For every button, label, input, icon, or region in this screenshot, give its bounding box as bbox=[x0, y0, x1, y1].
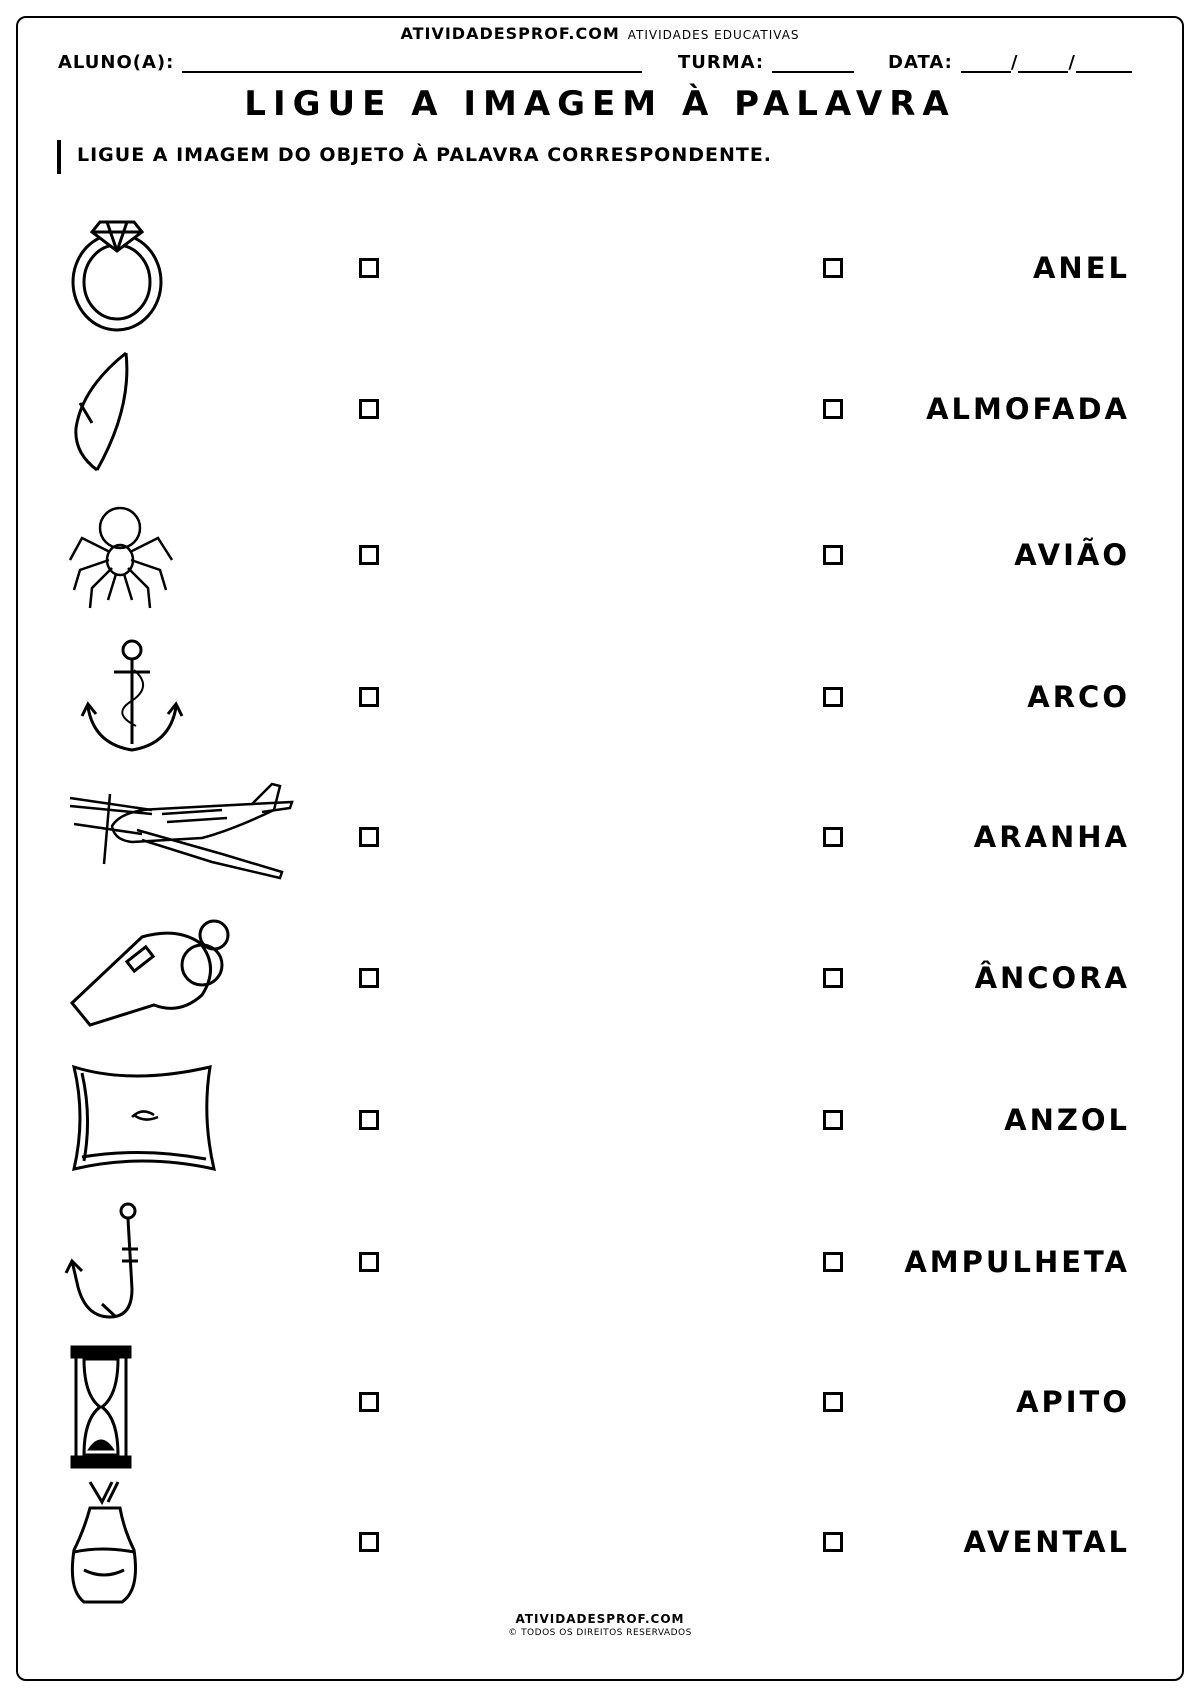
class-label: TURMA: bbox=[678, 52, 765, 73]
match-row bbox=[0, 1057, 1200, 1187]
picture-checkbox[interactable] bbox=[359, 545, 379, 565]
word-checkbox[interactable] bbox=[823, 1252, 843, 1272]
site-name: ATIVIDADESPROF.COM bbox=[400, 24, 620, 43]
student-name-label: ALUNO(A): bbox=[58, 52, 175, 73]
footer-rights: © TODOS OS DIREITOS RESERVADOS bbox=[508, 1628, 692, 1638]
picture-checkbox[interactable] bbox=[359, 1110, 379, 1130]
match-row bbox=[0, 1480, 1200, 1610]
match-row bbox=[0, 1345, 1200, 1475]
site-header bbox=[0, 24, 1200, 43]
picture-checkbox[interactable] bbox=[359, 1392, 379, 1412]
word-label: AMPULHETA bbox=[904, 1245, 1130, 1279]
date-month-line[interactable] bbox=[1018, 53, 1068, 73]
footer-site: ATIVIDADESPROF.COM bbox=[515, 1612, 685, 1626]
word-label: ANZOL bbox=[1004, 1103, 1130, 1137]
site-subtitle: ATIVIDADES EDUCATIVAS bbox=[627, 28, 800, 42]
class-line[interactable] bbox=[772, 53, 854, 73]
fishhook-icon bbox=[62, 1199, 312, 1329]
pillow-icon bbox=[62, 1057, 312, 1187]
student-fields bbox=[58, 52, 1148, 76]
word-checkbox[interactable] bbox=[823, 968, 843, 988]
student-name-field[interactable] bbox=[58, 52, 642, 73]
date-label: DATA: bbox=[888, 52, 953, 73]
match-row bbox=[0, 632, 1200, 762]
picture-checkbox[interactable] bbox=[359, 687, 379, 707]
word-label: ARANHA bbox=[973, 820, 1130, 854]
instruction-text: LIGUE A IMAGEM DO OBJETO À PALAVRA CORRESPONDENTE. bbox=[77, 144, 773, 166]
picture-checkbox[interactable] bbox=[359, 827, 379, 847]
word-label: AVIÃO bbox=[1014, 538, 1130, 572]
match-row bbox=[0, 348, 1200, 478]
picture-checkbox[interactable] bbox=[359, 399, 379, 419]
airplane-icon bbox=[62, 774, 312, 904]
student-name-line[interactable] bbox=[182, 53, 642, 73]
instruction-bar bbox=[57, 140, 61, 174]
page-title: LIGUE A IMAGEM À PALAVRA bbox=[244, 84, 956, 124]
apron-icon bbox=[62, 1480, 312, 1610]
match-row bbox=[0, 915, 1200, 1045]
word-label: ÂNCORA bbox=[974, 961, 1130, 995]
word-checkbox[interactable] bbox=[823, 258, 843, 278]
ring-icon bbox=[62, 205, 312, 335]
word-label: APITO bbox=[1016, 1385, 1130, 1419]
word-checkbox[interactable] bbox=[823, 687, 843, 707]
match-row bbox=[0, 490, 1200, 620]
word-label: AVENTAL bbox=[963, 1525, 1130, 1559]
picture-checkbox[interactable] bbox=[359, 1252, 379, 1272]
word-checkbox[interactable] bbox=[823, 1110, 843, 1130]
date-field[interactable] bbox=[888, 52, 1132, 73]
date-day-line[interactable] bbox=[961, 53, 1011, 73]
word-checkbox[interactable] bbox=[823, 545, 843, 565]
match-row bbox=[0, 205, 1200, 335]
bow-icon bbox=[62, 348, 312, 478]
word-label: ARCO bbox=[1027, 680, 1130, 714]
word-label: ALMOFADA bbox=[926, 392, 1130, 426]
date-separator: / bbox=[1068, 52, 1076, 73]
spider-icon bbox=[62, 490, 312, 620]
class-field[interactable] bbox=[678, 52, 854, 73]
match-row bbox=[0, 774, 1200, 904]
date-year-line[interactable] bbox=[1076, 53, 1132, 73]
word-checkbox[interactable] bbox=[823, 827, 843, 847]
word-checkbox[interactable] bbox=[823, 1532, 843, 1552]
word-checkbox[interactable] bbox=[823, 399, 843, 419]
picture-checkbox[interactable] bbox=[359, 258, 379, 278]
picture-checkbox[interactable] bbox=[359, 1532, 379, 1552]
anchor-icon bbox=[62, 632, 312, 762]
word-label: ANEL bbox=[1032, 251, 1130, 285]
footer bbox=[0, 1612, 1200, 1638]
word-checkbox[interactable] bbox=[823, 1392, 843, 1412]
match-row bbox=[0, 1199, 1200, 1329]
picture-checkbox[interactable] bbox=[359, 968, 379, 988]
hourglass-icon bbox=[62, 1345, 312, 1475]
date-separator: / bbox=[1010, 52, 1019, 73]
whistle-icon bbox=[62, 915, 312, 1045]
